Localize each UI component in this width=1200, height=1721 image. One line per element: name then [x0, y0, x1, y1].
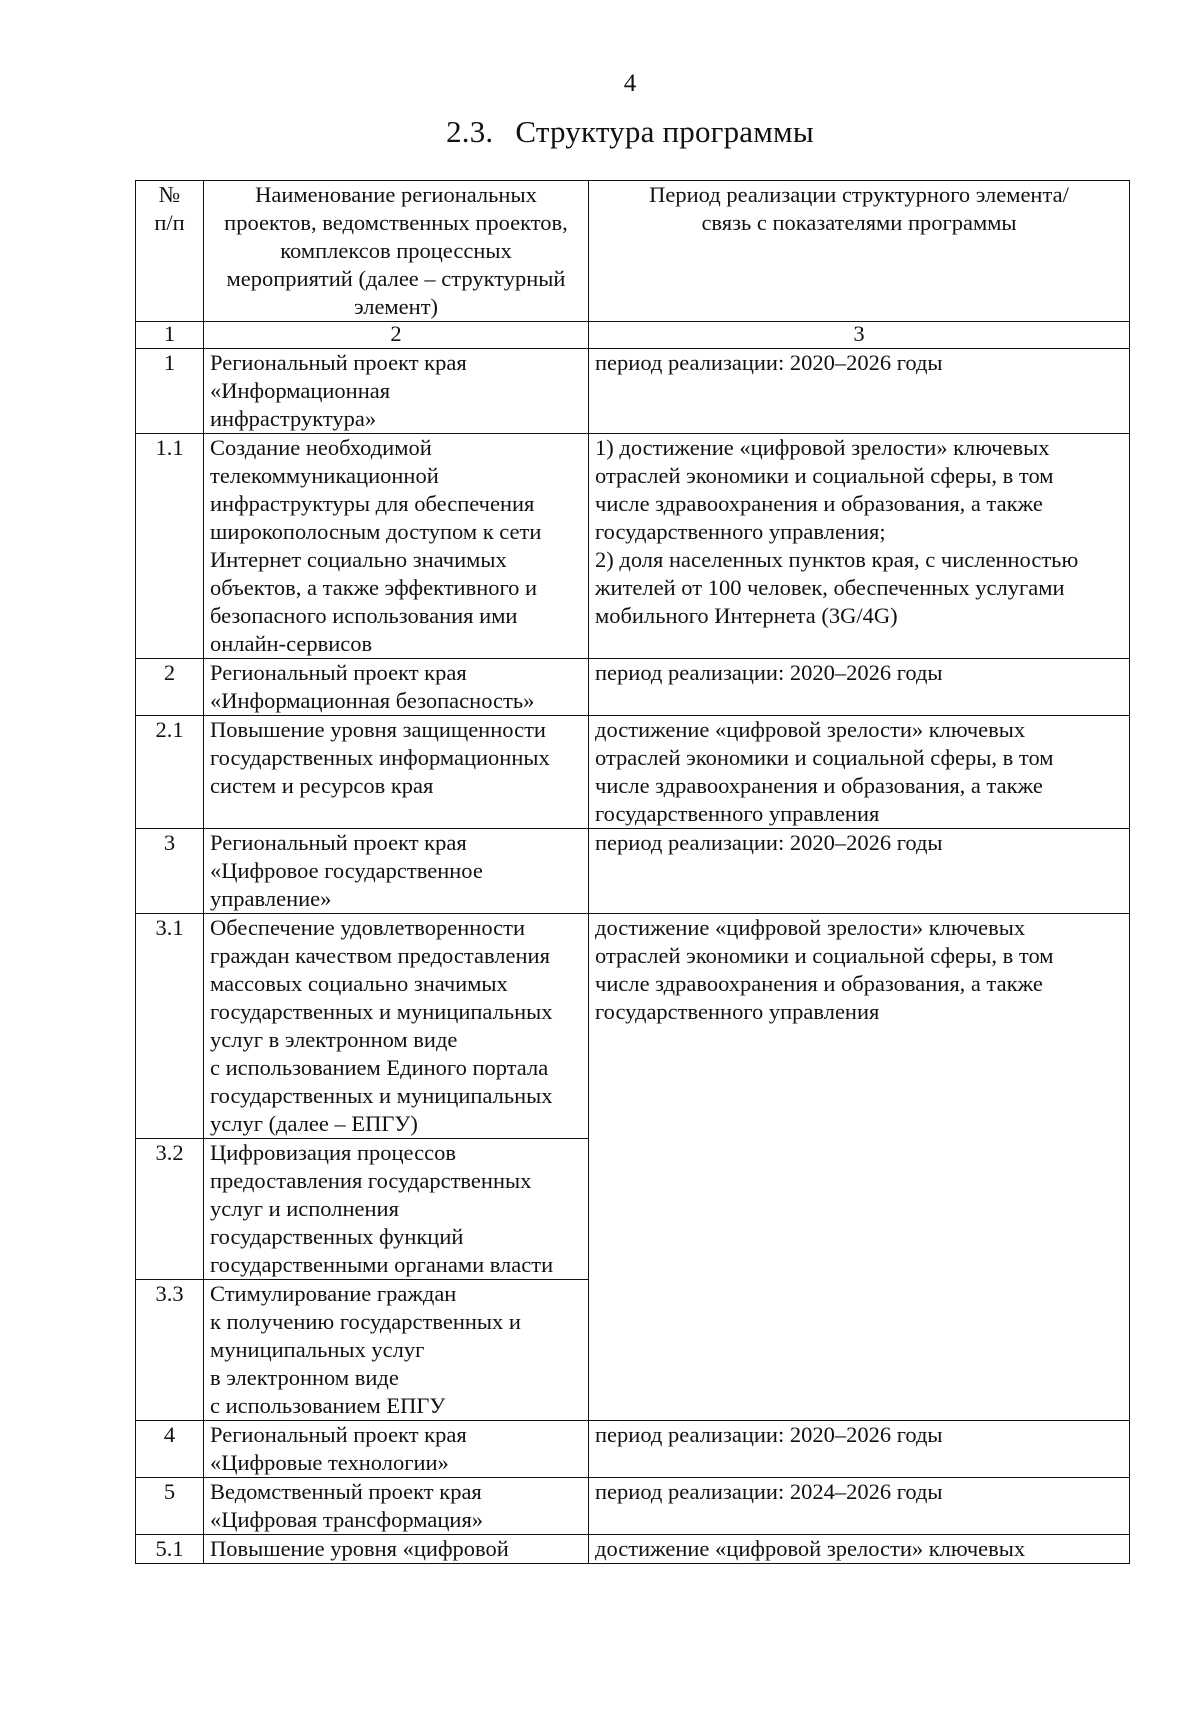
- header-cell-number: [136, 181, 204, 322]
- row-name: [204, 1478, 589, 1535]
- name-line: «Цифровая трансформация»: [210, 1507, 484, 1532]
- table-index-row: [136, 322, 1130, 349]
- header-line: Наименование региональных: [255, 182, 537, 207]
- row-name: [204, 1421, 589, 1478]
- header-cell-name: [204, 181, 589, 322]
- period-line: отраслей экономики и социальной сферы, в том: [595, 463, 1054, 488]
- table-row: [136, 1535, 1130, 1564]
- name-line: к получению государственных и: [210, 1309, 521, 1334]
- period-line: государственного управления: [595, 999, 880, 1024]
- name-line: массовых социально значимых: [210, 971, 508, 996]
- period-line: период реализации: 2020–2026 годы: [595, 1422, 943, 1447]
- name-line: Повышение уровня защищенности: [210, 717, 546, 742]
- name-line: Региональный проект края: [210, 1422, 467, 1447]
- row-number: 2.1: [136, 716, 204, 829]
- row-period: [589, 1535, 1130, 1564]
- name-line: услуг (далее – ЕПГУ): [210, 1111, 418, 1136]
- header-cell-period: [589, 181, 1130, 322]
- name-line: «Информационная: [210, 378, 391, 403]
- header-line: комплексов процессных: [280, 238, 512, 263]
- period-line: достижение «цифровой зрелости» ключевых: [595, 717, 1026, 742]
- name-line: государственными органами власти: [210, 1252, 554, 1277]
- table-header-row: [136, 181, 1130, 322]
- header-line: элемент): [353, 294, 439, 319]
- row-number: 1: [136, 349, 204, 434]
- row-period: [589, 1421, 1130, 1478]
- name-line: телекоммуникационной: [210, 463, 439, 488]
- row-name: [204, 829, 589, 914]
- name-line: в электронном виде: [210, 1365, 399, 1390]
- row-name: [204, 1280, 589, 1421]
- name-line: безопасного использования ими: [210, 603, 518, 628]
- header-line: п/п: [154, 210, 185, 235]
- table-row: [136, 1421, 1130, 1478]
- row-period: [589, 434, 1130, 659]
- name-line: Ведомственный проект края: [210, 1479, 482, 1504]
- period-line: достижение «цифровой зрелости» ключевых: [595, 915, 1026, 940]
- row-number: 1.1: [136, 434, 204, 659]
- header-line: связь с показателями программы: [701, 210, 1017, 235]
- name-line: Цифровизация процессов: [210, 1140, 456, 1165]
- table-row: [136, 434, 1130, 659]
- period-line: период реализации: 2020–2026 годы: [595, 830, 943, 855]
- name-line: Обеспечение удовлетворенности: [210, 915, 526, 940]
- name-line: объектов, а также эффективного и: [210, 575, 538, 600]
- period-line: достижение «цифровой зрелости» ключевых: [595, 1536, 1026, 1561]
- period-line: период реализации: 2024–2026 годы: [595, 1479, 943, 1504]
- name-line: с использованием Единого портала: [210, 1055, 549, 1080]
- name-line: Интернет социально значимых: [210, 547, 507, 572]
- row-number: 5: [136, 1478, 204, 1535]
- section-title-text: Структура программы: [515, 114, 814, 149]
- index-cell: 2: [204, 322, 589, 349]
- name-line: систем и ресурсов края: [210, 773, 434, 798]
- name-line: услуг и исполнения: [210, 1196, 399, 1221]
- name-line: государственных и муниципальных: [210, 999, 553, 1024]
- row-name: [204, 914, 589, 1139]
- name-line: Повышение уровня «цифровой: [210, 1536, 509, 1561]
- row-name: [204, 1535, 589, 1564]
- name-line: управление»: [210, 886, 332, 911]
- header-line: мероприятий (далее – структурный: [226, 266, 566, 291]
- section-number: 2.3.: [446, 114, 494, 149]
- name-line: Региональный проект края: [210, 660, 467, 685]
- row-name: [204, 349, 589, 434]
- name-line: Стимулирование граждан: [210, 1281, 457, 1306]
- period-line: период реализации: 2020–2026 годы: [595, 350, 943, 375]
- table-row: [136, 349, 1130, 434]
- row-number: 3.3: [136, 1280, 204, 1421]
- row-period: [589, 829, 1130, 914]
- row-period: [589, 716, 1130, 829]
- period-line: период реализации: 2020–2026 годы: [595, 660, 943, 685]
- header-line: проектов, ведомственных проектов,: [224, 210, 568, 235]
- period-line: 1) достижение «цифровой зрелости» ключевых: [595, 435, 1050, 460]
- name-line: граждан качеством предоставления: [210, 943, 550, 968]
- index-cell: 3: [589, 322, 1130, 349]
- row-period: [589, 349, 1130, 434]
- name-line: широкополосным доступом к сети: [210, 519, 542, 544]
- name-line: Создание необходимой: [210, 435, 432, 460]
- name-line: государственных и муниципальных: [210, 1083, 553, 1108]
- name-line: Региональный проект края: [210, 830, 467, 855]
- name-line: муниципальных услуг: [210, 1337, 425, 1362]
- row-name: [204, 716, 589, 829]
- table-row: [136, 1478, 1130, 1535]
- name-line: с использованием ЕПГУ: [210, 1393, 446, 1418]
- table-row: [136, 659, 1130, 716]
- name-line: онлайн-сервисов: [210, 631, 373, 656]
- row-number: 2: [136, 659, 204, 716]
- row-period: [589, 1478, 1130, 1535]
- index-cell: 1: [136, 322, 204, 349]
- program-structure-table: [135, 180, 1130, 1564]
- header-line: Период реализации структурного элемента/: [649, 182, 1069, 207]
- period-line: числе здравоохранения и образования, а также: [595, 773, 1043, 798]
- period-line: мобильного Интернета (3G/4G): [595, 603, 898, 628]
- row-period: [589, 659, 1130, 716]
- row-number: 5.1: [136, 1535, 204, 1564]
- name-line: «Информационная безопасность»: [210, 688, 535, 713]
- table-row: [136, 829, 1130, 914]
- row-number: 3.1: [136, 914, 204, 1139]
- period-line: государственного управления;: [595, 519, 886, 544]
- name-line: предоставления государственных: [210, 1168, 532, 1193]
- row-period-merged: [589, 914, 1130, 1421]
- name-line: «Цифровые технологии»: [210, 1450, 449, 1475]
- row-number: 3: [136, 829, 204, 914]
- section-title: [0, 114, 1200, 150]
- table-row: [136, 716, 1130, 829]
- period-line: числе здравоохранения и образования, а также: [595, 491, 1043, 516]
- name-line: услуг в электронном виде: [210, 1027, 458, 1052]
- header-line: №: [158, 182, 181, 207]
- period-line: жителей от 100 человек, обеспеченных услугами: [595, 575, 1065, 600]
- row-number: 3.2: [136, 1139, 204, 1280]
- table-row: [136, 914, 1130, 1139]
- page-number: 4: [623, 70, 637, 97]
- row-number: 4: [136, 1421, 204, 1478]
- name-line: Региональный проект края: [210, 350, 467, 375]
- period-line: отраслей экономики и социальной сферы, в том: [595, 943, 1054, 968]
- name-line: инфраструктуры для обеспечения: [210, 491, 535, 516]
- name-line: инфраструктура»: [210, 406, 377, 431]
- name-line: государственных информационных: [210, 745, 550, 770]
- name-line: «Цифровое государственное: [210, 858, 483, 883]
- row-name: [204, 659, 589, 716]
- period-line: отраслей экономики и социальной сферы, в том: [595, 745, 1054, 770]
- period-line: государственного управления: [595, 801, 880, 826]
- row-name: [204, 434, 589, 659]
- name-line: государственных функций: [210, 1224, 464, 1249]
- row-name: [204, 1139, 589, 1280]
- period-line: числе здравоохранения и образования, а также: [595, 971, 1043, 996]
- period-line: 2) доля населенных пунктов края, с численностью: [595, 547, 1079, 572]
